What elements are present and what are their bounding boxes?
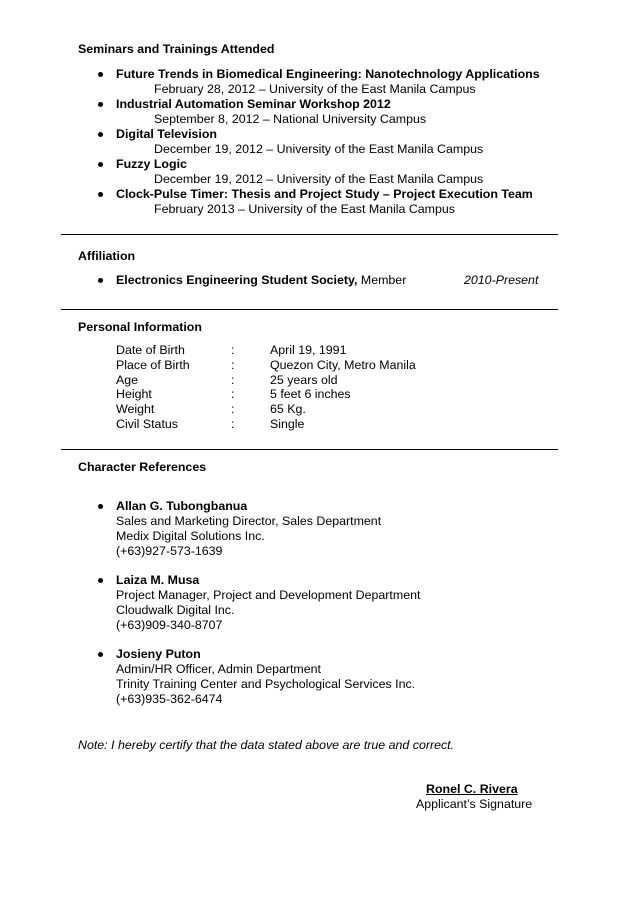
personal-separator: : <box>231 417 235 431</box>
bullet-icon <box>98 278 103 283</box>
seminar-title: Clock-Pulse Timer: Thesis and Project Study – Project Execution Team <box>116 187 533 201</box>
affiliation-org: Electronics Engineering Student Society, <box>116 273 358 287</box>
bullet-icon <box>98 652 103 657</box>
personal-label: Weight <box>116 402 155 416</box>
personal-value: Single <box>270 417 305 431</box>
reference-phone: (+63)909-340-8707 <box>116 618 223 632</box>
certification-note: Note: I hereby certify that the data stated above are true and correct. <box>78 738 455 752</box>
bullet-icon <box>98 578 103 583</box>
affiliation-line <box>116 273 406 288</box>
personal-value: Quezon City, Metro Manila <box>270 358 416 372</box>
personal-label: Place of Birth <box>116 358 190 372</box>
affiliation-period: 2010-Present <box>464 273 539 287</box>
reference-phone: (+63)927-573-1639 <box>116 544 223 558</box>
references-heading: Character References <box>78 460 207 474</box>
bullet-icon <box>98 162 103 167</box>
bullet-icon <box>98 132 103 137</box>
reference-company: Trinity Training Center and Psychological Services Inc. <box>116 677 416 691</box>
section-divider <box>61 234 558 235</box>
personal-value: 25 years old <box>270 373 338 387</box>
bullet-icon <box>98 504 103 509</box>
bullet-icon <box>98 192 103 197</box>
personal-value: 65 Kg. <box>270 402 306 416</box>
reference-name: Allan G. Tubongbanua <box>116 499 248 513</box>
seminar-detail: February 28, 2012 – University of the East Manila Campus <box>154 82 476 96</box>
bullet-icon <box>98 102 103 107</box>
personal-value: April 19, 1991 <box>270 343 347 357</box>
reference-position: Admin/HR Officer, Admin Department <box>116 662 321 676</box>
personal-separator: : <box>231 373 235 387</box>
seminar-title: Digital Television <box>116 127 217 141</box>
seminar-title: Fuzzy Logic <box>116 157 187 171</box>
reference-position: Sales and Marketing Director, Sales Department <box>116 514 382 528</box>
seminar-detail: September 8, 2012 – National University Campus <box>154 112 427 126</box>
seminar-detail: February 2013 – University of the East Manila Campus <box>154 202 455 216</box>
section-divider <box>61 309 558 310</box>
personal-separator: : <box>231 387 235 401</box>
affiliation-role: Member <box>357 273 407 287</box>
bullet-icon <box>98 72 103 77</box>
personal-label: Civil Status <box>116 417 178 431</box>
reference-position: Project Manager, Project and Development Department <box>116 588 421 602</box>
reference-company: Cloudwalk Digital Inc. <box>116 603 235 617</box>
section-divider <box>61 449 558 450</box>
personal-separator: : <box>231 358 235 372</box>
personal-separator: : <box>231 402 235 416</box>
reference-company: Medix Digital Solutions Inc. <box>116 529 265 543</box>
signature-caption: Applicant’s Signature <box>416 797 533 811</box>
reference-name: Josieny Puton <box>116 647 201 661</box>
reference-name: Laiza M. Musa <box>116 573 200 587</box>
personal-label: Height <box>116 387 152 401</box>
personal-label: Date of Birth <box>116 343 185 357</box>
personal-value: 5 feet 6 inches <box>270 387 351 401</box>
seminar-title: Industrial Automation Seminar Workshop 2012 <box>116 97 391 111</box>
seminar-detail: December 19, 2012 – University of the East Manila Campus <box>154 172 484 186</box>
seminars-heading: Seminars and Trainings Attended <box>78 42 275 56</box>
personal-label: Age <box>116 373 139 387</box>
reference-phone: (+63)935-362-6474 <box>116 692 223 706</box>
seminar-title: Future Trends in Biomedical Engineering: Nanotechnology Applications <box>116 67 540 81</box>
signature-name: Ronel C. Rivera <box>426 782 518 796</box>
personal-heading: Personal Information <box>78 320 202 334</box>
affiliation-heading: Affiliation <box>78 249 136 263</box>
personal-separator: : <box>231 343 235 357</box>
seminar-detail: December 19, 2012 – University of the East Manila Campus <box>154 142 484 156</box>
